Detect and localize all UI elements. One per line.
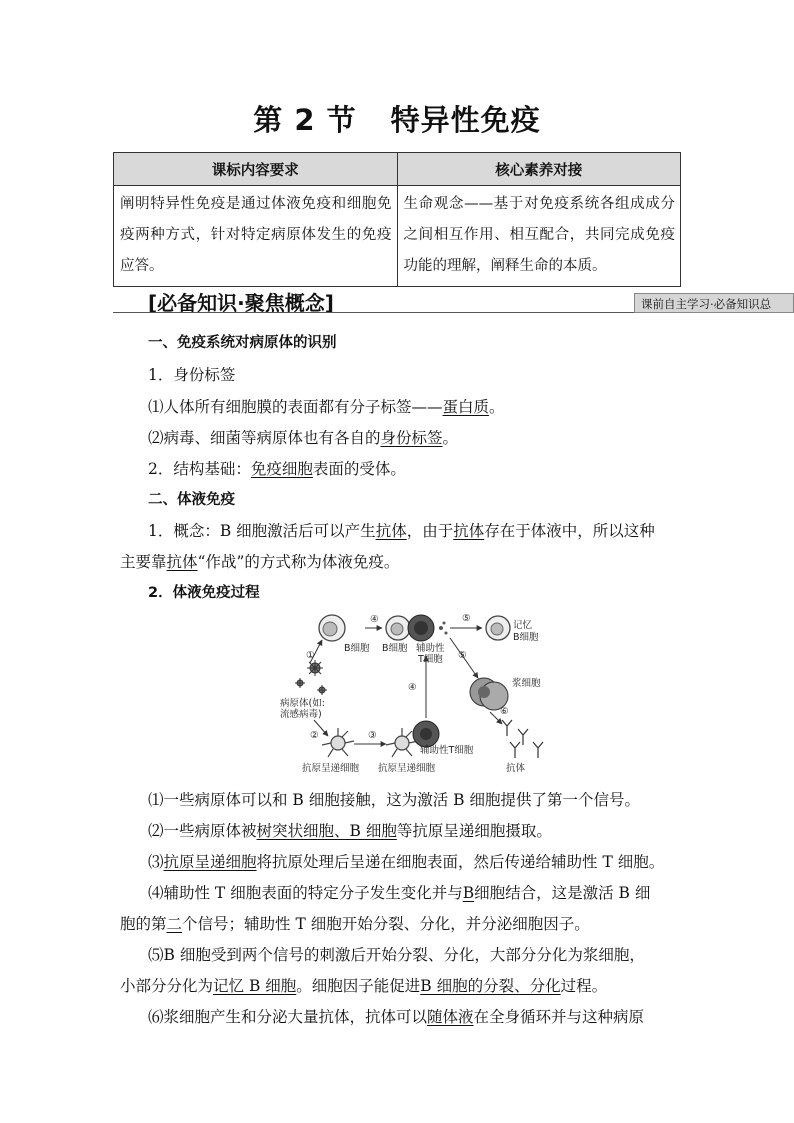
apc-icon-1 <box>322 728 354 757</box>
step-text-2: ⑵一些病原体被树突状细胞、B 细胞等抗原呈递细胞摄取。 <box>148 822 552 840</box>
curriculum-requirement: 阐明特异性免疫是通过体液免疫和细胞免疫两种方式，针对特定病原体发生的免疫应答。 <box>114 186 398 287</box>
label-pathogen-1: 病原体(如: <box>280 698 325 709</box>
label-memory-2: B细胞 <box>513 632 539 643</box>
label-pathogen-2: 流感病毒) <box>280 709 322 720</box>
step-text-4a: ⑷辅助性 T 细胞表面的特定分子发生变化并与B细胞结合，这是激活 B 细 <box>148 884 651 902</box>
paragraph-2: ⑵病毒、细菌等病原体也有各自的身份标签。 <box>148 429 459 447</box>
blank-answer: 抗体 <box>375 522 407 540</box>
concept-line-2: 主要靠抗体“作战”的方式称为体液免疫。 <box>120 553 400 571</box>
label-b-cell-2: B细胞 <box>382 643 408 654</box>
requirements-table <box>113 152 681 287</box>
step-text-5a: ⑸B 细胞受到两个信号的刺激后开始分裂、分化，大部分分化为浆细胞， <box>148 946 645 964</box>
page-title <box>0 98 794 139</box>
blank-answer: 抗体 <box>166 553 198 571</box>
heading-rule <box>113 312 634 313</box>
section-number: 第 2 节 <box>253 103 357 137</box>
label-memory-1: 记忆 <box>513 620 533 631</box>
step-6: ⑥ <box>500 706 509 717</box>
step-1: ① <box>306 650 315 661</box>
step-text-6: ⑹浆细胞产生和分泌大量抗体，抗体可以随体液在全身循环并与这种病原 <box>148 1008 645 1026</box>
blank-answer: B <box>462 884 475 902</box>
humoral-immunity-diagram <box>270 608 590 778</box>
blank-answer: 二 <box>166 915 183 933</box>
label-helper-1: 辅助性 <box>416 643 445 654</box>
step-4a: ④ <box>370 614 379 625</box>
step-3: ③ <box>368 730 377 741</box>
paragraph-structure: 2．结构基础：免疫细胞表面的受体。 <box>148 460 406 478</box>
section-heading: [必备知识·聚焦概念] <box>148 291 334 315</box>
label-b-cell: B细胞 <box>344 643 370 654</box>
step-5a: ⑤ <box>462 613 471 624</box>
blank-answer: B 细胞的分裂、分化 <box>420 977 561 995</box>
b-cell-icon <box>319 615 345 641</box>
label-helper-2: T细胞 <box>418 654 443 665</box>
blank-answer: 树突状细胞、B 细胞 <box>256 822 397 840</box>
concept-line-1: 1．概念：B 细胞激活后可以产生抗体，由于抗体存在于体液中，所以这种 <box>148 522 655 540</box>
blank-answer: 抗原呈递细胞 <box>163 853 257 871</box>
header-core-literacy: 核心素养对接 <box>397 153 681 186</box>
heading-recognition: 一、免疫系统对病原体的识别 <box>148 335 337 351</box>
label-helper-t: 辅助性T细胞 <box>420 745 474 756</box>
helper-t-cell-icon <box>413 721 439 747</box>
header-curriculum: 课标内容要求 <box>114 153 398 186</box>
paragraph-1: ⑴人体所有细胞膜的表面都有分子标签——蛋白质。 <box>148 398 505 416</box>
blank-answer: 随体液 <box>427 1008 474 1026</box>
step-text-3: ⑶抗原呈递细胞将抗原处理后呈递在细胞表面，然后传递给辅助性 T 细胞。 <box>148 853 665 871</box>
step-text-4b: 胞的第二个信号；辅助性 T 细胞开始分裂、分化，并分泌细胞因子。 <box>120 915 590 933</box>
step-4b: ④ <box>408 682 417 693</box>
blank-answer: 蛋白质 <box>442 398 490 416</box>
side-tag: 课前自主学习·必备知识总 <box>634 293 794 313</box>
label-antibody: 抗体 <box>506 763 526 774</box>
core-literacy: 生命观念——基于对免疫系统各组成成分之间相互作用、相互配合，共同完成免疫功能的理解，阐释生命的本质。 <box>397 186 681 287</box>
antibody-icon <box>502 720 543 758</box>
step-text-1: ⑴一些病原体可以和 B 细胞接触，这为激活 B 细胞提供了第一个信号。 <box>148 791 640 809</box>
step-5b: ⑤ <box>458 650 467 661</box>
step-text-5b: 小部分分化为记忆 B 细胞。细胞因子能促进B 细胞的分裂、分化过程。 <box>120 977 608 995</box>
heading-humoral: 二、体液免疫 <box>148 492 235 508</box>
label-apc-2: 抗原呈递细胞 <box>378 763 436 774</box>
subheading-identity-tag: 1．身份标签 <box>148 366 236 384</box>
pathogen-icon <box>295 660 327 695</box>
blank-answer: 身份标签 <box>380 429 443 447</box>
section-name: 特异性免疫 <box>390 103 541 137</box>
label-plasma: 浆细胞 <box>512 678 541 689</box>
b-cell-helper-t-icon <box>386 615 448 641</box>
memory-b-cell-icon <box>486 616 510 640</box>
blank-answer: 记忆 B 细胞 <box>213 977 297 995</box>
blank-answer: 免疫细胞 <box>250 460 313 478</box>
label-apc-1: 抗原呈递细胞 <box>302 763 360 774</box>
subheading-process: 2．体液免疫过程 <box>148 585 260 601</box>
blank-answer: 抗体 <box>453 522 485 540</box>
step-2: ② <box>310 730 319 741</box>
